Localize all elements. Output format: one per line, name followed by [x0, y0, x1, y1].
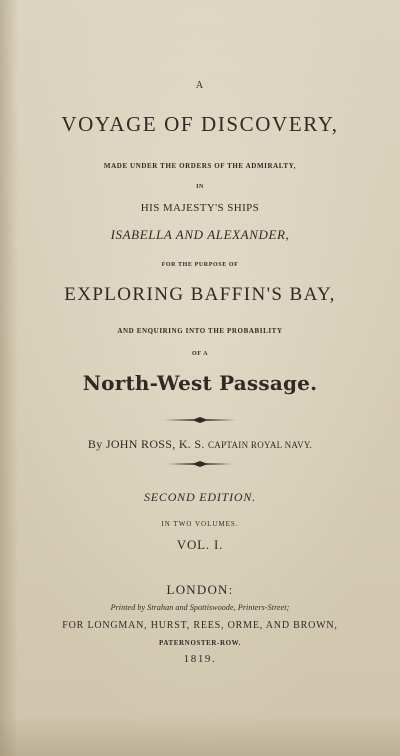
publisher-line: FOR LONGMAN, HURST, REES, ORME, AND BROWN,	[62, 620, 338, 631]
ships-line: HIS MAJESTY'S SHIPS	[140, 202, 260, 214]
author-line	[0, 437, 400, 452]
ornamental-rule-bottom	[167, 458, 233, 470]
author-name: JOHN ROSS, K. S.	[105, 437, 205, 451]
exploring-line: EXPLORING BAFFIN'S BAY,	[64, 284, 336, 305]
volume-number: VOL. I.	[176, 537, 224, 552]
printer-line: Printed by Strahan and Spottiswoode, Printers-Street;	[110, 603, 290, 612]
page-bottom-shadow	[0, 716, 400, 756]
address-line: PATERNOSTER-ROW.	[158, 639, 241, 647]
book-title: VOYAGE OF DISCOVERY,	[61, 112, 339, 136]
volumes-line: IN TWO VOLUMES.	[161, 520, 239, 528]
ship-names: ISABELLA AND ALEXANDER,	[110, 227, 290, 242]
imprint-year: 1819.	[183, 653, 217, 665]
purpose-line: FOR THE PURPOSE OF	[161, 262, 239, 268]
passage-blackletter: North-West Passage.	[82, 371, 318, 395]
author-by: By	[87, 437, 103, 451]
of-a-line: OF A	[191, 351, 208, 357]
article-a: A	[195, 80, 205, 91]
ornamental-rule-top	[164, 414, 236, 426]
author-rank: CAPTAIN ROYAL NAVY.	[207, 440, 313, 450]
edition-line: SECOND EDITION.	[143, 490, 256, 504]
in-line: IN	[196, 184, 204, 190]
enquiring-line: AND ENQUIRING INTO THE PROBABILITY	[117, 327, 283, 335]
imprint-city: LONDON:	[166, 582, 234, 597]
admiralty-line: MADE UNDER THE ORDERS OF THE ADMIRALTY,	[103, 162, 297, 170]
